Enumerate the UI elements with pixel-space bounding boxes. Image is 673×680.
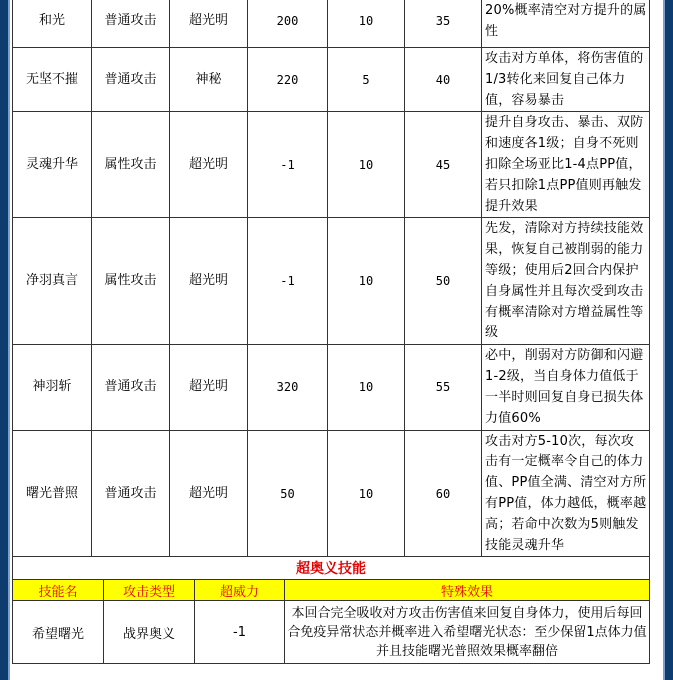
skill-power: -1 bbox=[248, 112, 328, 218]
skill-hit: 45 bbox=[405, 112, 482, 218]
skill-attr: 超光明 bbox=[170, 430, 248, 557]
table-row bbox=[13, 218, 650, 345]
skill-type: 普通攻击 bbox=[92, 345, 170, 430]
skill-effect: 必中，削弱对方防御和闪避1-2级，当自身体力值低于一半时则回复自身已损失体力值60% bbox=[482, 345, 650, 430]
table-row bbox=[13, 430, 650, 557]
skill-effect: 提升自身攻击、暴击、双防和速度各1级；自身不死则扣除全场亚比1-4点PP值，若只扣除1点PP值则再触发提升效果 bbox=[482, 112, 650, 218]
ultimate-power: -1 bbox=[195, 601, 285, 664]
skill-power: -1 bbox=[248, 218, 328, 345]
skill-effect: 先发，清除对方持续技能效果，恢复自己被削弱的能力等级；使用后2回合内保护自身属性并且每次受到攻击有概率清除对方增益属性等级 bbox=[482, 218, 650, 345]
skill-effect: 20%概率清空对方提升的属性 bbox=[482, 0, 650, 48]
skill-hit: 40 bbox=[405, 48, 482, 112]
skill-pp: 10 bbox=[328, 218, 405, 345]
skill-name: 和光 bbox=[13, 0, 92, 48]
skill-power: 320 bbox=[248, 345, 328, 430]
skill-power: 220 bbox=[248, 48, 328, 112]
skill-pp: 10 bbox=[328, 430, 405, 557]
ultimate-title: 超奥义技能 bbox=[13, 557, 650, 580]
skill-pp: 10 bbox=[328, 345, 405, 430]
skill-name: 灵魂升华 bbox=[13, 112, 92, 218]
skill-power: 200 bbox=[248, 0, 328, 48]
skill-hit: 50 bbox=[405, 218, 482, 345]
skill-type: 属性攻击 bbox=[92, 218, 170, 345]
ultimate-attack-type: 战界奥义 bbox=[104, 601, 195, 664]
skill-name: 无坚不摧 bbox=[13, 48, 92, 112]
table-row bbox=[13, 112, 650, 218]
header-special-effect: 特殊效果 bbox=[285, 580, 650, 601]
skill-name: 净羽真言 bbox=[13, 218, 92, 345]
skill-name: 曙光普照 bbox=[13, 430, 92, 557]
skill-hit: 60 bbox=[405, 430, 482, 557]
skill-type: 普通攻击 bbox=[92, 430, 170, 557]
skill-pp: 5 bbox=[328, 48, 405, 112]
skill-power: 50 bbox=[248, 430, 328, 557]
skills-table bbox=[12, 0, 650, 558]
ultimate-effect: 本回合完全吸收对方攻击伤害值来回复自身体力，使用后每回合免疫异常状态并概率进入希望曙光状态：至少保留1点体力值并且技能曙光普照效果概率翻倍 bbox=[285, 601, 650, 664]
skill-attr: 超光明 bbox=[170, 112, 248, 218]
header-super-power: 超威力 bbox=[195, 580, 285, 601]
skill-effect: 攻击对方5-10次，每次攻击有一定概率令自己的体力值、PP值全满、清空对方所有PP值，体力越低，概率越高；若命中次数为5则触发技能灵魂升华 bbox=[482, 430, 650, 557]
table-row bbox=[13, 48, 650, 112]
header-skill-name: 技能名 bbox=[13, 580, 104, 601]
skill-type: 普通攻击 bbox=[92, 0, 170, 48]
skill-attr: 超光明 bbox=[170, 218, 248, 345]
ultimate-skill-table bbox=[12, 556, 650, 664]
table-row bbox=[13, 601, 650, 664]
ultimate-skill-name: 希望曙光 bbox=[13, 601, 104, 664]
skill-hit: 35 bbox=[405, 0, 482, 48]
skill-type: 普通攻击 bbox=[92, 48, 170, 112]
skill-attr: 超光明 bbox=[170, 0, 248, 48]
skill-pp: 10 bbox=[328, 112, 405, 218]
skill-pp: 10 bbox=[328, 0, 405, 48]
table-row bbox=[13, 345, 650, 430]
header-attack-type: 攻击类型 bbox=[104, 580, 195, 601]
ultimate-header-row bbox=[13, 580, 650, 601]
skill-effect: 攻击对方单体，将伤害值的1/3转化来回复自己体力值，容易暴击 bbox=[482, 48, 650, 112]
skill-attr: 神秘 bbox=[170, 48, 248, 112]
skill-attr: 超光明 bbox=[170, 345, 248, 430]
skill-type: 属性攻击 bbox=[92, 112, 170, 218]
skill-name: 神羽斩 bbox=[13, 345, 92, 430]
table-row bbox=[13, 0, 650, 48]
skill-hit: 55 bbox=[405, 345, 482, 430]
